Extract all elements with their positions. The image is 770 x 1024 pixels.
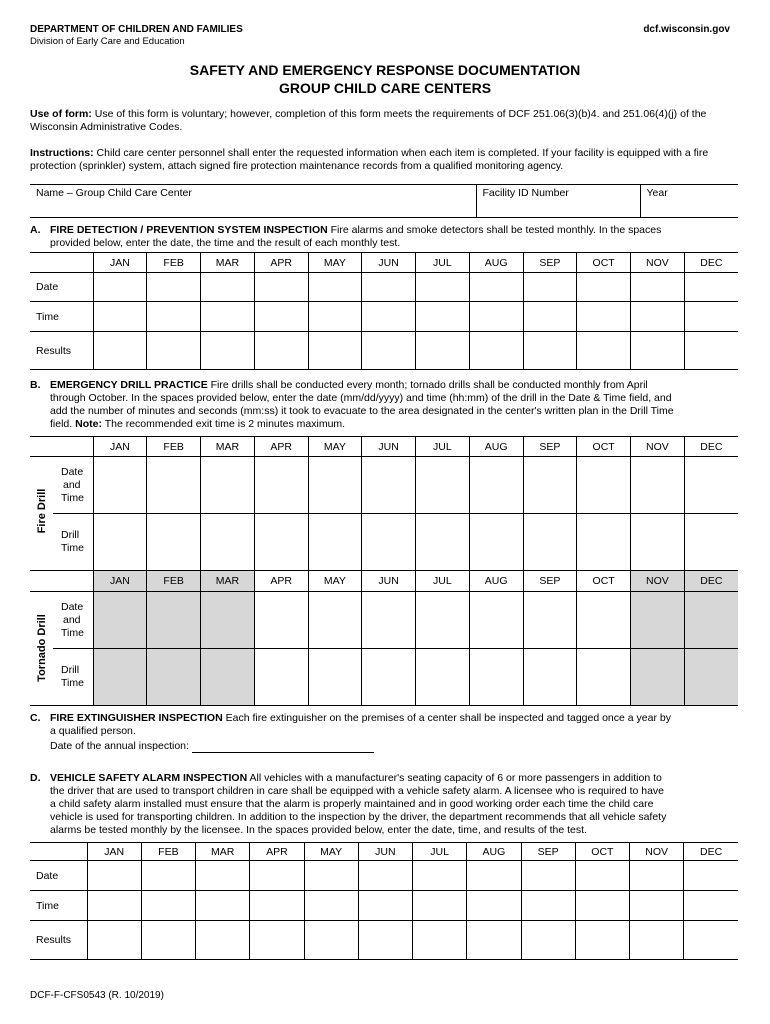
time-cell-aug[interactable] bbox=[467, 891, 521, 921]
fire-drill-time-cell-feb[interactable] bbox=[147, 514, 201, 571]
month-header-jan: JAN bbox=[87, 843, 141, 861]
month-header-nov: NOV bbox=[631, 437, 685, 457]
date-cell-aug[interactable] bbox=[469, 273, 523, 302]
results-cell-jul[interactable] bbox=[416, 332, 470, 370]
time-cell-sep[interactable] bbox=[523, 302, 577, 332]
fire-drill-time-cell-dec[interactable] bbox=[684, 514, 738, 571]
month-header-nov: NOV bbox=[631, 571, 685, 592]
center-name-label: Name – Group Child Care Center bbox=[36, 187, 192, 199]
facility-id-field[interactable] bbox=[476, 185, 640, 218]
fire-date-time-cell-sep[interactable] bbox=[523, 457, 577, 514]
tornado-drill-label: Tornado Drill bbox=[36, 614, 48, 682]
month-header-apr: APR bbox=[254, 253, 308, 273]
month-header-feb: FEB bbox=[147, 571, 201, 592]
time-cell-apr[interactable] bbox=[254, 302, 308, 332]
section-b-text bbox=[30, 379, 742, 431]
tornado-drill-time-cell-jul[interactable] bbox=[416, 649, 470, 706]
month-header-may: MAY bbox=[308, 253, 362, 273]
time-cell-feb[interactable] bbox=[147, 302, 201, 332]
time-cell-may[interactable] bbox=[308, 302, 362, 332]
month-header-dec: DEC bbox=[684, 253, 738, 273]
section-d-text bbox=[30, 772, 742, 837]
fire-date-time-cell-may[interactable] bbox=[308, 457, 362, 514]
row-label-drill-time: Drill Time bbox=[53, 649, 93, 706]
time-cell-mar[interactable] bbox=[196, 891, 250, 921]
time-cell-feb[interactable] bbox=[141, 891, 195, 921]
date-cell-jun[interactable] bbox=[362, 273, 416, 302]
fire-date-time-cell-mar[interactable] bbox=[201, 457, 255, 514]
tornado-drill-time-cell-apr[interactable] bbox=[254, 649, 308, 706]
month-header-dec: DEC bbox=[684, 437, 738, 457]
month-header-jul: JUL bbox=[416, 571, 470, 592]
tornado-drill-time-cell-feb[interactable] bbox=[147, 649, 201, 706]
section-b-text-1: Fire drills shall be conducted every month; tornado drills shall be conducted monthly from April bbox=[210, 379, 648, 391]
fire-date-time-cell-nov[interactable] bbox=[631, 457, 685, 514]
month-header-jul: JUL bbox=[416, 437, 470, 457]
results-cell-oct[interactable] bbox=[577, 332, 631, 370]
section-c-heading: FIRE EXTINGUISHER INSPECTION bbox=[50, 712, 223, 724]
time-cell-apr[interactable] bbox=[250, 891, 304, 921]
month-header-dec: DEC bbox=[684, 843, 738, 861]
instructions bbox=[30, 147, 742, 173]
results-cell-jan[interactable] bbox=[93, 332, 147, 370]
time-cell-mar[interactable] bbox=[201, 302, 255, 332]
section-b-letter: B. bbox=[30, 379, 41, 391]
website-url: dcf.wisconsin.gov bbox=[643, 24, 730, 35]
section-d-letter: D. bbox=[30, 772, 41, 784]
results-cell-may[interactable] bbox=[308, 332, 362, 370]
row-label-results: Results bbox=[30, 921, 87, 960]
section-a-table bbox=[30, 252, 738, 370]
fire-date-time-cell-jun[interactable] bbox=[362, 457, 416, 514]
section-d-heading: VEHICLE SAFETY ALARM INSPECTION bbox=[50, 772, 248, 784]
row-label-time: Time bbox=[30, 891, 87, 921]
month-header-aug: AUG bbox=[469, 571, 523, 592]
row-label-time: Time bbox=[30, 302, 93, 332]
month-header-may: MAY bbox=[304, 843, 358, 861]
date-cell-apr[interactable] bbox=[250, 861, 304, 891]
results-cell-feb[interactable] bbox=[147, 332, 201, 370]
date-cell-mar[interactable] bbox=[201, 273, 255, 302]
year-label: Year bbox=[646, 187, 668, 199]
tornado-date-time-cell-mar[interactable] bbox=[201, 592, 255, 649]
month-header-oct: OCT bbox=[577, 571, 631, 592]
month-header-sep: SEP bbox=[523, 253, 577, 273]
corner-cell bbox=[30, 253, 93, 273]
results-cell-dec[interactable] bbox=[684, 921, 738, 960]
section-b-text-3: add the number of minutes and seconds (mm:ss) it took to evacuate to the area designated in the center's written plan in the Drill Time bbox=[50, 405, 674, 417]
row-label-date-and-time: Date and Time bbox=[53, 457, 93, 514]
tornado-drill-time-cell-dec[interactable] bbox=[684, 649, 738, 706]
section-b-heading: EMERGENCY DRILL PRACTICE bbox=[50, 379, 208, 391]
fire-drill-side-label bbox=[30, 457, 53, 571]
fire-drill-time-cell-jul[interactable] bbox=[416, 514, 470, 571]
tornado-date-time-cell-sep[interactable] bbox=[523, 592, 577, 649]
month-header-sep: SEP bbox=[521, 843, 575, 861]
time-cell-nov[interactable] bbox=[631, 302, 685, 332]
tornado-date-time-cell-jun[interactable] bbox=[362, 592, 416, 649]
tornado-drill-time-cell-sep[interactable] bbox=[523, 649, 577, 706]
time-cell-jul[interactable] bbox=[413, 891, 467, 921]
section-d-table bbox=[30, 842, 738, 960]
fire-drill-time-cell-jun[interactable] bbox=[362, 514, 416, 571]
month-header-apr: APR bbox=[250, 843, 304, 861]
results-cell-sep[interactable] bbox=[521, 921, 575, 960]
month-header-jun: JUN bbox=[362, 253, 416, 273]
tornado-date-time-cell-jul[interactable] bbox=[416, 592, 470, 649]
date-cell-jul[interactable] bbox=[413, 861, 467, 891]
instructions-text: Child care center personnel shall enter the requested information when each item is completed. If your facility is equipped with a fire protection (sprinkler) system, attach signed fire protection maintenance records from a qualified monitoring agency. bbox=[30, 147, 709, 172]
section-a-text bbox=[30, 224, 742, 250]
month-header-oct: OCT bbox=[577, 437, 631, 457]
results-cell-jun[interactable] bbox=[362, 332, 416, 370]
results-cell-aug[interactable] bbox=[469, 332, 523, 370]
use-of-form bbox=[30, 108, 742, 134]
use-of-form-label: Use of form: bbox=[30, 108, 92, 120]
fire-drill-time-cell-aug[interactable] bbox=[469, 514, 523, 571]
month-header-jan: JAN bbox=[93, 571, 147, 592]
section-c-letter: C. bbox=[30, 712, 41, 724]
row-label-date: Date bbox=[30, 273, 93, 302]
results-cell-jul[interactable] bbox=[413, 921, 467, 960]
results-cell-apr[interactable] bbox=[250, 921, 304, 960]
month-header-feb: FEB bbox=[147, 437, 201, 457]
tornado-date-time-cell-apr[interactable] bbox=[254, 592, 308, 649]
time-cell-nov[interactable] bbox=[630, 891, 684, 921]
tornado-drill-time-cell-nov[interactable] bbox=[631, 649, 685, 706]
results-cell-mar[interactable] bbox=[201, 332, 255, 370]
time-cell-jan[interactable] bbox=[93, 302, 147, 332]
month-header-nov: NOV bbox=[630, 843, 684, 861]
department-name: DEPARTMENT OF CHILDREN AND FAMILIES bbox=[30, 24, 243, 35]
corner-cell bbox=[30, 843, 87, 861]
results-cell-jun[interactable] bbox=[358, 921, 412, 960]
month-header-jul: JUL bbox=[413, 843, 467, 861]
fire-date-time-cell-dec[interactable] bbox=[684, 457, 738, 514]
results-cell-jan[interactable] bbox=[87, 921, 141, 960]
date-cell-feb[interactable] bbox=[141, 861, 195, 891]
month-header-aug: AUG bbox=[469, 437, 523, 457]
tornado-drill-time-cell-jan[interactable] bbox=[93, 649, 147, 706]
tornado-date-time-cell-nov[interactable] bbox=[631, 592, 685, 649]
tornado-drill-side-label bbox=[30, 592, 53, 706]
section-a-heading: FIRE DETECTION / PREVENTION SYSTEM INSPECTION bbox=[50, 224, 328, 236]
time-cell-aug[interactable] bbox=[469, 302, 523, 332]
month-header-mar: MAR bbox=[201, 253, 255, 273]
month-header-aug: AUG bbox=[469, 253, 523, 273]
date-cell-jun[interactable] bbox=[358, 861, 412, 891]
use-of-form-text: Use of this form is voluntary; however, completion of this form meets the requirements of DCF 251.06(3)(b)4. and 251.06(4)(j) of the Wisconsin Administrative Codes. bbox=[30, 108, 707, 133]
date-cell-aug[interactable] bbox=[467, 861, 521, 891]
page-title-line1: SAFETY AND EMERGENCY RESPONSE DOCUMENTATION bbox=[189, 62, 581, 78]
section-c-text-1: Each fire extinguisher on the premises of a center shall be inspected and tagged once a year by bbox=[225, 712, 671, 724]
time-cell-may[interactable] bbox=[304, 891, 358, 921]
facility-id-label: Facility ID Number bbox=[482, 187, 569, 199]
fire-date-time-cell-oct[interactable] bbox=[577, 457, 631, 514]
section-b-note-label: Note: bbox=[75, 418, 102, 430]
tornado-drill-table bbox=[30, 570, 738, 706]
fire-drill-label: Fire Drill bbox=[36, 488, 48, 534]
results-cell-nov[interactable] bbox=[630, 921, 684, 960]
month-header-sep: SEP bbox=[523, 437, 577, 457]
date-cell-may[interactable] bbox=[304, 861, 358, 891]
time-cell-dec[interactable] bbox=[684, 891, 738, 921]
time-cell-jun[interactable] bbox=[358, 891, 412, 921]
section-b-text-4a: field. bbox=[50, 418, 73, 430]
results-cell-dec[interactable] bbox=[684, 332, 738, 370]
section-b-note-text: The recommended exit time is 2 minutes maximum. bbox=[104, 418, 346, 430]
fire-date-time-cell-feb[interactable] bbox=[147, 457, 201, 514]
date-cell-mar[interactable] bbox=[196, 861, 250, 891]
month-header-sep: SEP bbox=[523, 571, 577, 592]
results-cell-sep[interactable] bbox=[523, 332, 577, 370]
division-name: Division of Early Care and Education bbox=[30, 36, 185, 47]
year-field[interactable] bbox=[640, 185, 738, 218]
month-header-apr: APR bbox=[254, 571, 308, 592]
tornado-drill-time-cell-jun[interactable] bbox=[362, 649, 416, 706]
fire-date-time-cell-aug[interactable] bbox=[469, 457, 523, 514]
date-cell-nov[interactable] bbox=[631, 273, 685, 302]
fire-date-time-cell-apr[interactable] bbox=[254, 457, 308, 514]
fire-drill-table bbox=[30, 436, 738, 571]
tornado-date-time-cell-oct[interactable] bbox=[577, 592, 631, 649]
results-cell-aug[interactable] bbox=[467, 921, 521, 960]
section-c-text bbox=[30, 712, 742, 753]
date-cell-nov[interactable] bbox=[630, 861, 684, 891]
fire-drill-time-cell-apr[interactable] bbox=[254, 514, 308, 571]
tornado-drill-time-cell-aug[interactable] bbox=[469, 649, 523, 706]
month-header-oct: OCT bbox=[577, 253, 631, 273]
month-header-aug: AUG bbox=[467, 843, 521, 861]
tornado-drill-time-cell-may[interactable] bbox=[308, 649, 362, 706]
section-d-text-5: alarms be tested monthly by the licensee. In the spaces provided below, enter the date, time, and results of the test. bbox=[50, 824, 587, 836]
month-header-feb: FEB bbox=[147, 253, 201, 273]
center-name-field[interactable] bbox=[30, 185, 476, 218]
date-cell-may[interactable] bbox=[308, 273, 362, 302]
form-number: DCF-F-CFS0543 (R. 10/2019) bbox=[30, 990, 164, 1001]
time-cell-jun[interactable] bbox=[362, 302, 416, 332]
section-d-text-4: vehicle is used for transporting children. In addition to the inspection by the driver, the department recommends that all vehicle safety bbox=[50, 811, 667, 823]
results-cell-feb[interactable] bbox=[141, 921, 195, 960]
date-cell-oct[interactable] bbox=[575, 861, 629, 891]
month-header-apr: APR bbox=[254, 437, 308, 457]
section-a-text-1: Fire alarms and smoke detectors shall be tested monthly. In the spaces bbox=[330, 224, 662, 236]
time-cell-sep[interactable] bbox=[521, 891, 575, 921]
month-header-oct: OCT bbox=[575, 843, 629, 861]
month-header-may: MAY bbox=[308, 437, 362, 457]
tornado-date-time-cell-dec[interactable] bbox=[684, 592, 738, 649]
fire-drill-time-cell-nov[interactable] bbox=[631, 514, 685, 571]
date-cell-dec[interactable] bbox=[684, 273, 738, 302]
section-d-text-1: All vehicles with a manufacturer's seating capacity of 6 or more passengers in addition to bbox=[249, 772, 662, 784]
date-cell-apr[interactable] bbox=[254, 273, 308, 302]
month-header-jun: JUN bbox=[358, 843, 412, 861]
date-cell-oct[interactable] bbox=[577, 273, 631, 302]
date-cell-jan[interactable] bbox=[87, 861, 141, 891]
section-d-text-3: a child safety alarm installed must ensure that the alarm is properly maintained and in good working order each time the child care bbox=[50, 798, 654, 810]
corner-cell bbox=[30, 437, 93, 457]
month-header-jun: JUN bbox=[362, 437, 416, 457]
month-header-jan: JAN bbox=[93, 253, 147, 273]
corner-cell bbox=[30, 571, 93, 592]
results-cell-nov[interactable] bbox=[631, 332, 685, 370]
tornado-date-time-cell-jan[interactable] bbox=[93, 592, 147, 649]
month-header-nov: NOV bbox=[631, 253, 685, 273]
results-cell-may[interactable] bbox=[304, 921, 358, 960]
month-header-jun: JUN bbox=[362, 571, 416, 592]
row-label-drill-time: Drill Time bbox=[53, 514, 93, 571]
section-b-text-2: through October. In the spaces provided below, enter the date (mm/dd/yyyy) and time (hh:mm) of the drill in the Date & Time field, and bbox=[50, 392, 672, 404]
tornado-drill-time-cell-mar[interactable] bbox=[201, 649, 255, 706]
date-cell-dec[interactable] bbox=[684, 861, 738, 891]
tornado-date-time-cell-may[interactable] bbox=[308, 592, 362, 649]
tornado-date-time-cell-feb[interactable] bbox=[147, 592, 201, 649]
row-label-results: Results bbox=[30, 332, 93, 370]
fire-drill-time-cell-mar[interactable] bbox=[201, 514, 255, 571]
fire-drill-time-cell-sep[interactable] bbox=[523, 514, 577, 571]
row-label-date: Date bbox=[30, 861, 87, 891]
fire-drill-time-cell-jan[interactable] bbox=[93, 514, 147, 571]
month-header-jan: JAN bbox=[93, 437, 147, 457]
fire-date-time-cell-jul[interactable] bbox=[416, 457, 470, 514]
annual-inspection-date-input[interactable] bbox=[192, 741, 374, 753]
results-cell-oct[interactable] bbox=[575, 921, 629, 960]
fire-drill-time-cell-oct[interactable] bbox=[577, 514, 631, 571]
month-header-mar: MAR bbox=[196, 843, 250, 861]
date-cell-sep[interactable] bbox=[523, 273, 577, 302]
date-cell-feb[interactable] bbox=[147, 273, 201, 302]
month-header-feb: FEB bbox=[141, 843, 195, 861]
month-header-mar: MAR bbox=[201, 437, 255, 457]
fire-date-time-cell-jan[interactable] bbox=[93, 457, 147, 514]
results-cell-mar[interactable] bbox=[196, 921, 250, 960]
month-header-dec: DEC bbox=[684, 571, 738, 592]
date-cell-jan[interactable] bbox=[93, 273, 147, 302]
tornado-drill-time-cell-oct[interactable] bbox=[577, 649, 631, 706]
section-a-letter: A. bbox=[30, 224, 41, 236]
facility-id-table bbox=[30, 184, 738, 218]
row-label-date-and-time: Date and Time bbox=[53, 592, 93, 649]
time-cell-dec[interactable] bbox=[684, 302, 738, 332]
page-title-line2: GROUP CHILD CARE CENTERS bbox=[278, 80, 492, 96]
section-a-text-2: provided below, enter the date, the time and the result of each monthly test. bbox=[50, 237, 401, 249]
section-c-text-2: a qualified person. bbox=[50, 725, 136, 737]
fire-drill-time-cell-may[interactable] bbox=[308, 514, 362, 571]
time-cell-jan[interactable] bbox=[87, 891, 141, 921]
time-cell-jul[interactable] bbox=[416, 302, 470, 332]
time-cell-oct[interactable] bbox=[577, 302, 631, 332]
annual-inspection-label: Date of the annual inspection: bbox=[50, 740, 189, 752]
tornado-date-time-cell-aug[interactable] bbox=[469, 592, 523, 649]
date-cell-jul[interactable] bbox=[416, 273, 470, 302]
month-header-may: MAY bbox=[308, 571, 362, 592]
month-header-jul: JUL bbox=[416, 253, 470, 273]
month-header-mar: MAR bbox=[201, 571, 255, 592]
instructions-label: Instructions: bbox=[30, 147, 94, 159]
section-d-text-2: the driver that are used to transport children in care shall be equipped with a vehicle safety alarm. A licensee who is required to have bbox=[50, 785, 665, 797]
results-cell-apr[interactable] bbox=[254, 332, 308, 370]
date-cell-sep[interactable] bbox=[521, 861, 575, 891]
time-cell-oct[interactable] bbox=[575, 891, 629, 921]
